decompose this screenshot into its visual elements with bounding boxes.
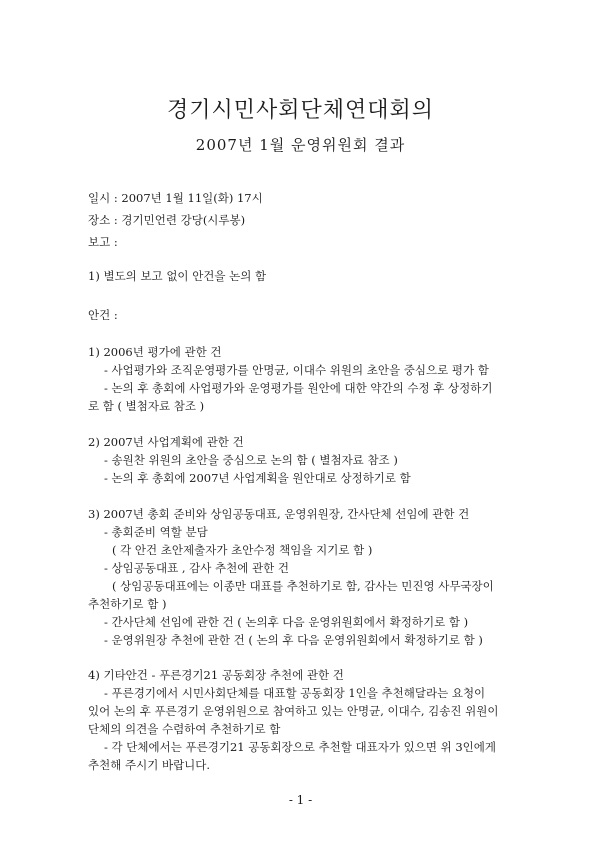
meeting-date: 일시 : 2007년 1월 11일(화) 17시 — [88, 191, 263, 205]
agenda-item-line: - 각 단체에서는 푸른경기21 공동회장으로 추천할 대표자가 있으면 위 3인에게 — [104, 740, 497, 754]
agenda-item-line: - 송원찬 위원의 초안을 중심으로 논의 함 ( 별첨자료 참조 ) — [104, 453, 398, 467]
agenda-item-line: - 상임공동대표 , 감사 추천에 관한 건 — [104, 561, 289, 575]
page-number: - 1 - — [288, 793, 313, 807]
agenda-item-title: 1) 2006년 평가에 관한 건 — [88, 345, 222, 359]
report-label: 보고 : — [88, 235, 118, 249]
agenda-item-title: 4) 기타안건 - 푸른경기21 공동회장 추천에 관한 건 — [88, 668, 344, 682]
meeting-place: 장소 : 경기민언련 강당(시루봉) — [88, 213, 246, 227]
agenda-item-line: - 운영위원장 추천에 관한 건 ( 논의 후 다음 운영위원회에서 확정하기로 함 ) — [104, 633, 483, 647]
agenda-item-line: - 논의 후 총회에 2007년 사업계획을 원안대로 상정하기로 함 — [104, 471, 411, 485]
agenda-item-line: - 간사단체 선임에 관한 건 ( 논의후 다음 운영위원회에서 확정하기로 함 ) — [104, 615, 469, 629]
agenda-item-line: ( 각 안건 초안제출자가 초안수정 책임을 지기로 함 ) — [112, 543, 373, 557]
agenda-item-line: ( 상임공동대표에는 이종만 대표를 추천하기로 함, 감사는 민진영 사무국장이 — [112, 579, 494, 593]
agenda-item-line: - 총회준비 역할 분담 — [104, 525, 208, 539]
agenda-item-title: 3) 2007년 총회 준비와 상임공동대표, 운영위원장, 간사단체 선임에 관한 건 — [88, 507, 470, 521]
agenda-item-title: 2) 2007년 사업계획에 관한 건 — [88, 435, 244, 449]
document-title: 경기시민사회단체연대회의 — [166, 98, 435, 123]
agenda-item-line: 추천해 주시기 바랍니다. — [88, 758, 211, 772]
agenda-item-line: 로 함 ( 별첨자료 참조 ) — [88, 399, 205, 413]
document-subtitle: 2007년 1월 운영위원회 결과 — [195, 136, 406, 154]
agenda-item-line: - 사업평가와 조직운영평가를 안명균, 이대수 위원의 초안을 중심으로 평가 함 — [104, 363, 489, 377]
agenda-item-line: 단체의 의견을 수렴하여 추천하기로 함 — [88, 722, 281, 736]
agenda-item-line: 있어 논의 후 푸른경기 운영위원으로 참여하고 있는 안명균, 이대수, 김송진 위원이 — [88, 704, 499, 718]
agenda-heading: 안건 : — [88, 308, 118, 322]
agenda-item-line: - 푸른경기에서 시민사회단체를 대표할 공동회장 1인을 추천해달라는 요청이 — [104, 686, 486, 700]
report-item: 1) 별도의 보고 없이 안건을 논의 함 — [88, 269, 267, 283]
agenda-item-line: - 논의 후 총회에 사업평가와 운영평가를 원안에 대한 약간의 수정 후 상정하기 — [104, 381, 493, 395]
agenda-item-line: 추천하기로 함 ) — [88, 597, 167, 611]
